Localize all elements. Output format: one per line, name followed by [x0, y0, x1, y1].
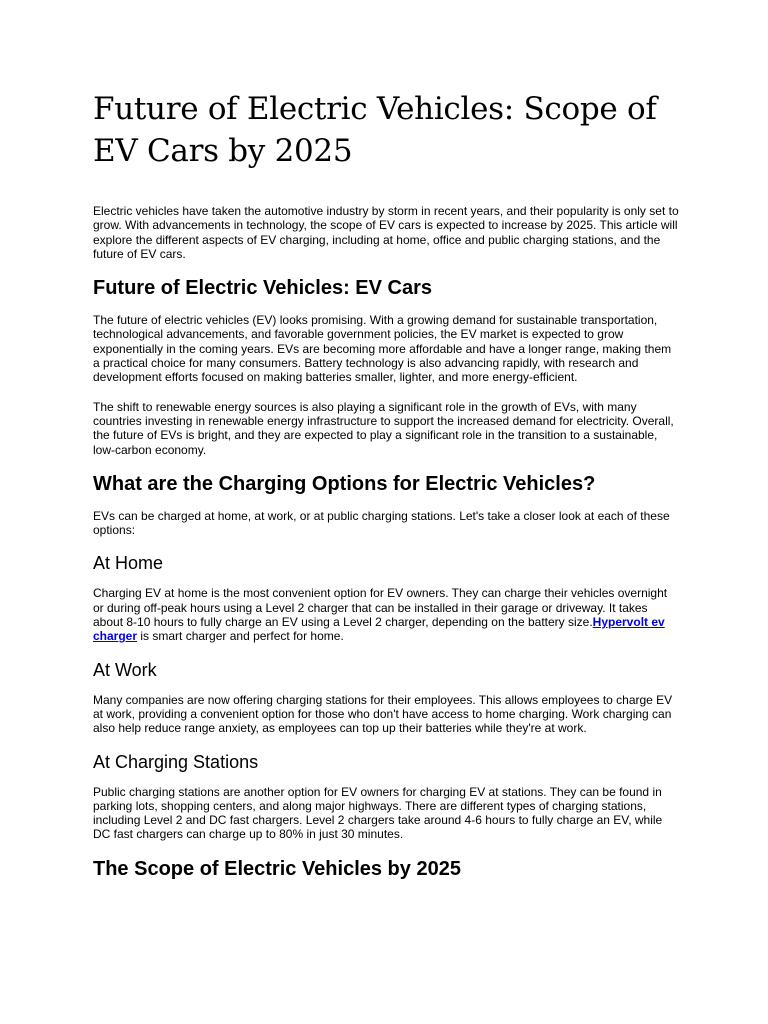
heading-future-ev: Future of Electric Vehicles: EV Cars [93, 277, 433, 300]
intro-paragraph: Electric vehicles have taken the automotive industry by storm in recent years, and their popularity is only set to grow. With advancements in technology, the scope of EV cars is expected to increase by 2025. This article will explore the different aspects of EV charging, including at home, office and public charging stations, and the future of EV cars. [93, 204, 679, 261]
heading-at-charging-stations: At Charging Stations [93, 751, 259, 772]
heading-charging-options: What are the Charging Options for Electric Vehicles? [93, 472, 596, 495]
heading-at-work: At Work [93, 659, 157, 680]
future-paragraph-2: The shift to renewable energy sources is also playing a significant role in the growth of EVs, with many countries investing in renewable energy infrastructure to support the increased demand for electricity. Overall, the future of EVs is bright, and they are expected to play a significant role in the transition to a sustainable, low-carbon economy. [93, 399, 674, 457]
hypervolt-charger-link[interactable]: Hypervolt ev charger [93, 615, 665, 644]
at-work-paragraph: Many companies are now offering charging stations for their employees. This allows employees to charge EV at work, providing a convenient option for those who don't have access to home charging. Work charging can also help reduce range anxiety, as employees can top up their batteries while they're at work. [93, 692, 673, 736]
heading-scope-2025: The Scope of Electric Vehicles by 2025 [93, 857, 461, 880]
future-paragraph-1: The future of electric vehicles (EV) looks promising. With a growing demand for sustainable transportation, technological advancements, and favorable government policies, the EV market is expected to grow exponentially in the coming years. EVs are becoming more affordable and have a longer range, making them a practical choice for many consumers. Battery technology is also advancing rapidly, with research and development efforts focused on making batteries smaller, lighter, and more energy-efficient. [93, 313, 672, 385]
heading-at-home: At Home [93, 553, 164, 574]
at-home-paragraph [93, 586, 680, 643]
charging-intro-paragraph: EVs can be charged at home, at work, or at public charging stations. Let's take a closer look at each of these options: [93, 508, 670, 538]
at-stations-paragraph: Public charging stations are another option for EV owners for charging EV at stations. They can be found in parking lots, shopping centers, and along major highways. There are different types of charging stations, including Level 2 and DC fast chargers. Level 2 chargers take around 4-6 hours to fully charge an EV, while DC fast chargers can charge up to 80% in just 30 minutes. [93, 784, 663, 842]
at-home-text-end: is smart charger and perfect for home. [137, 629, 344, 644]
at-home-text: Charging EV at home is the most convenient option for EV owners. They can charge their vehicles overnight or during off-peak hours using a Level 2 charger that can be installed in their garage or driveway. It takes about 8-10 hours to fully charge an EV using a Level 2 charger, depending on the battery size. [93, 586, 668, 630]
page-title: Future of Electric Vehicles: Scope of EV Cars by 2025 [93, 91, 657, 169]
